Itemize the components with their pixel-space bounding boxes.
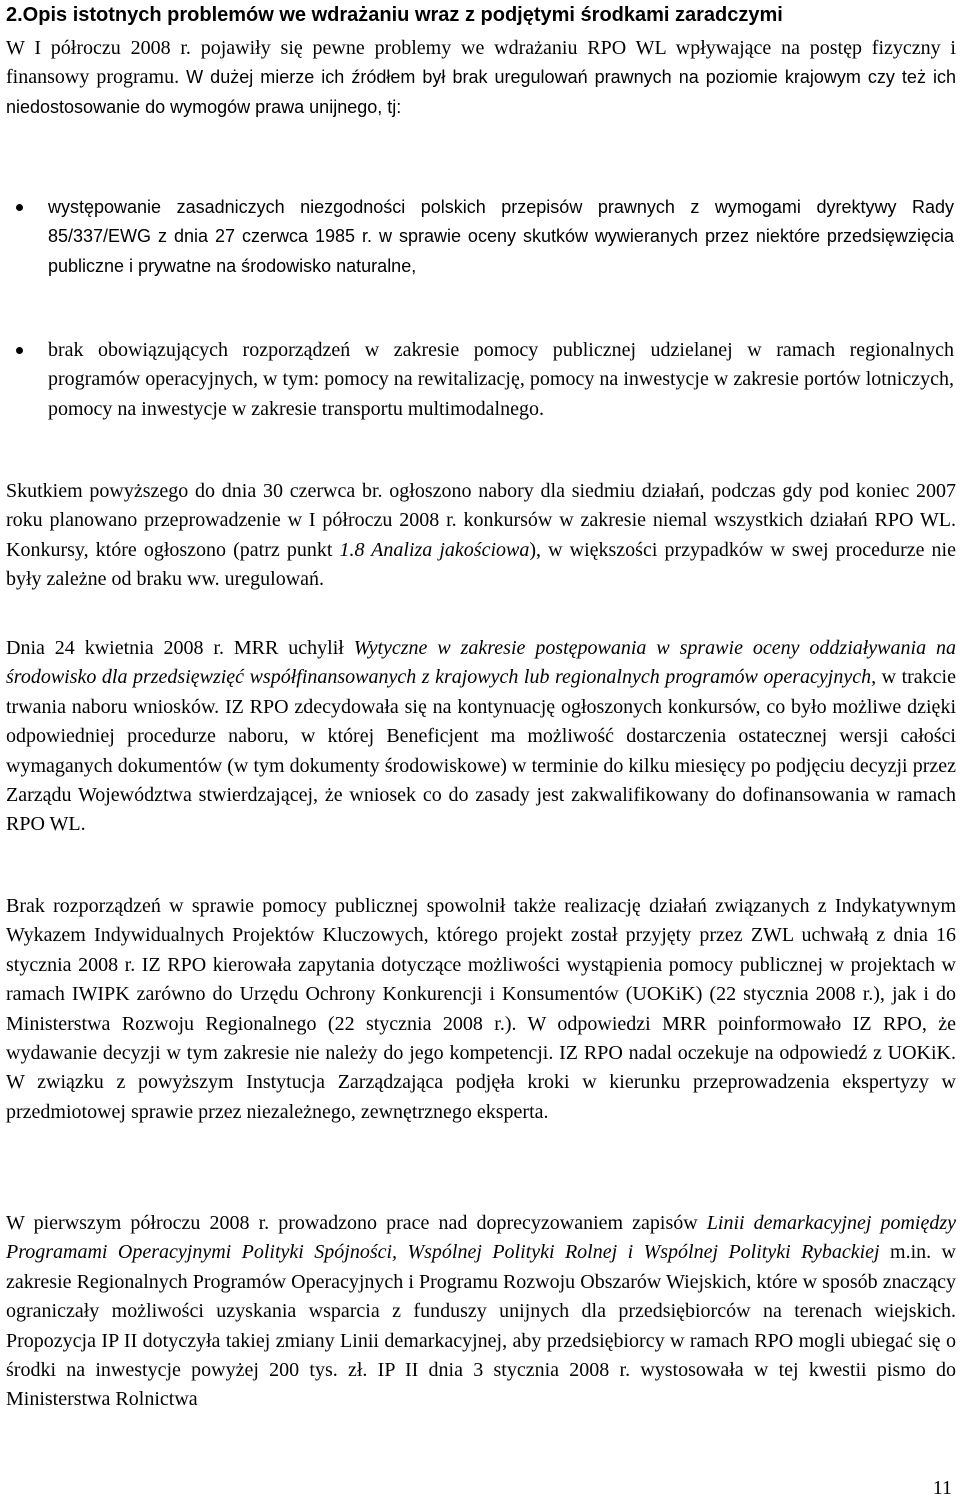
dnia-text-1: Dnia 24 kwietnia 2008 r. MRR uchylił: [6, 637, 354, 659]
bullet-dot-icon: [16, 204, 23, 211]
skutkiem-text-2: ), w większości przypadków w swej procedurze nie były zależne od braku ww. uregulowań.: [6, 538, 956, 591]
skutkiem-text-1: Skutkiem powyższego do dnia 30 czerwca br. ogłoszono nabory dla siedmiu działań, podczas gdy pod koniec 2007 roku planowano przeprowadzenie w I półroczu 2008 r. konkursów w zakresie niemal wszystkich działań RPO WL. Konkursy, które ogłoszono (patrz punkt: [6, 480, 956, 561]
paragraph-skutkiem: [6, 477, 956, 595]
paragraph-pierwszym: [6, 1209, 956, 1415]
pierwszym-text-2: m.in. w zakresie Regionalnych Programów Operacyjnych i Programu Rozwoju Obszarów Wiejskich, które w sposób znaczący ograniczały możliwości uzyskania wsparcia z funduszy unijnych dla przedsiębiorców na terenach wiejskich. Propozycja IP II dotyczyła takiej zmiany Linii demarkacyjnej, aby przedsiębiorcy w ramach RPO mogli ubiegać się o środki na inwestycje powyżej 200 tys. zł. IP II dnia 3 stycznia 2008 r. wystosowała w tej kwestii pismo do Ministerstwa Rolnictwa: [6, 1241, 956, 1411]
dnia-italic-guidelines: Wytyczne w zakresie postępowania w sprawie oceny oddziaływania na środowisko dla przedsięwzięć współfinansowanych z krajowych lub regionalnych programów operacyjnych,: [6, 637, 957, 689]
paragraph-brak: Brak rozporządzeń w sprawie pomocy publicznej spowolnił także realizację działań związanych z Indykatywnym Wykazem Indywidualnych Projektów Kluczowych, którego projekt został przyjęty przez ZWL uchwałą z dnia 16 stycznia 2008 r. IZ RPO kierowała zapytania dotyczące możliwości wystąpienia pomocy publicznej w projektach w ramach IWIPK zarówno do Urzędu Ochrony Konkurencji i Konsumentów (UOKiK) (22 stycznia 2008 r.), jak i do Ministerstwa Rozwoju Regionalnego (22 stycznia 2008 r.). W odpowiedzi MRR poinformowało IZ RPO, że wydawanie decyzji w tym zakresie nie należy do jego kompetencji. IZ RPO nadal oczekuje na odpowiedź z UOKiK. W związku z powyższym Instytucja Zarządzająca podjęła kroki w kierunku przeprowadzenia ekspertyzy w przedmiotowej sprawie przez niezależnego, zewnętrznego eksperta.: [6, 895, 956, 1123]
bullet-text-directive: występowanie zasadniczych niezgodności polskich przepisów prawnych z wymogami dyrektywy Rady 85/337/EWG z dnia 27 czerwca 1985 r. w sprawie oceny skutków wywieranych przez niektóre przedsięwzięcia publiczne i prywatne na środowisko naturalne,: [48, 197, 954, 276]
dnia-text-2: w trakcie trwania naboru wniosków. IZ RPO zdecydowała się na kontynuację ogłoszonych konkursów, co było możliwe dzięki odpowiedniej procedurze naboru, w której Beneficjent ma możliwość dostarczenia ostatecznej wersji całości wymaganych dokumentów (w tym dokumenty środowiskowe) w terminie do kilku miesięcy po podjęciu decyzji przez Zarządu Województwa stwierdzającej, że wniosek co do zasady jest zakwalifikowany do dofinansowania w ramach RPO WL.: [6, 666, 956, 836]
skutkiem-italic-reference: 1.8 Analiza jakościowa: [339, 538, 530, 561]
bullet-text-state-aid: brak obowiązujących rozporządzeń w zakresie pomocy publicznej udzielanej w ramach regionalnych programów operacyjnych, w tym: pomocy na rewitalizację, pomocy na inwestycje w zakresie portów lotniczych, pomocy na inwestycje w zakresie transportu multimodalnego.: [48, 339, 954, 420]
intro-paragraph: [6, 34, 956, 122]
paragraph-dnia: [6, 634, 956, 840]
bullet-dot-icon: [16, 347, 23, 354]
intro-part-1: W I półroczu 2008 r. pojawiły się pewne problemy we wdrażaniu RPO WL wpływające na postęp fizyczny i finansowy programu.: [6, 37, 956, 89]
intro-part-2: W dużej mierze ich źródłem był brak uregulowań prawnych na poziomie krajowym czy też ich niedostosowanie do wymogów prawa unijnego, tj:: [6, 67, 956, 117]
page-number: 11: [932, 1477, 952, 1499]
section-heading: 2.Opis istotnych problemów we wdrażaniu wraz z podjętymi środkami zaradczymi: [6, 4, 783, 26]
pierwszym-italic-demarcation: Linii demarkacyjnej pomiędzy Programami Operacyjnymi Polityki Spójności, Wspólnej Polityki Rolnej i Wspólnej Polityki Rybackiej: [6, 1212, 956, 1264]
pierwszym-text-1: W pierwszym półroczu 2008 r. prowadzono prace nad doprecyzowaniem zapisów: [6, 1212, 707, 1234]
